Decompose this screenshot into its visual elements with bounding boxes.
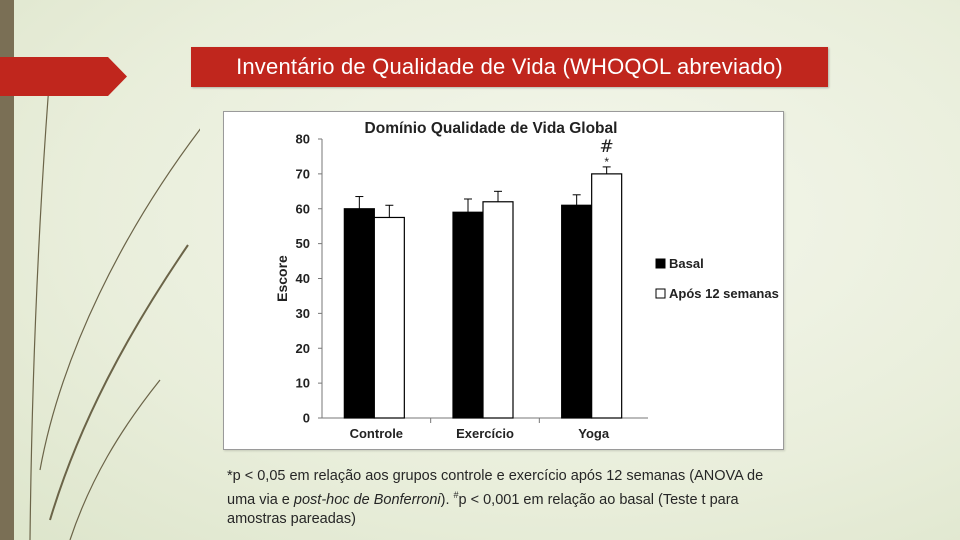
footnote-italic: post-hoc de Bonferroni [293, 491, 441, 508]
legend-label: Após 12 semanas [669, 286, 779, 301]
slide-tab-arrow [0, 57, 130, 97]
legend-label: Basal [669, 256, 704, 271]
y-tick-label: 50 [295, 236, 310, 252]
y-tick-label: 0 [302, 410, 310, 426]
x-tick-label: Controle [349, 426, 404, 441]
chart-title: Domínio Qualidade de Vida Global [364, 120, 618, 137]
significance-hash: # [599, 136, 614, 157]
y-tick-label: 70 [295, 166, 310, 182]
y-axis-label: Escore [274, 255, 290, 302]
x-tick-label: Exercício [456, 426, 514, 441]
bar-apos-12-semanas [483, 202, 513, 418]
bar-apos-12-semanas [374, 217, 404, 418]
x-tick-label: Yoga [578, 426, 610, 441]
chart-panel [223, 111, 784, 450]
bar-apos-12-semanas [592, 174, 622, 418]
bar-chart [224, 112, 783, 449]
significance-asterisk: * [604, 154, 610, 169]
bar-basal [453, 212, 483, 418]
y-tick-label: 10 [295, 375, 310, 391]
footnote [227, 467, 787, 529]
footnote-superscript: # [453, 490, 459, 500]
legend-swatch [656, 289, 665, 298]
y-tick-label: 40 [295, 271, 310, 286]
y-tick-label: 80 [295, 131, 310, 147]
legend-swatch [656, 259, 665, 268]
bar-basal [562, 205, 592, 418]
footnote-text-2: ). [440, 491, 454, 508]
slide-title: Inventário de Qualidade de Vida (WHOQOL abreviado) [191, 47, 828, 87]
footnote-text-1: *p < 0,05 em relação aos grupos controle e exercício após 12 semanas (ANOVA de uma via e [227, 468, 764, 508]
y-tick-label: 60 [295, 201, 310, 217]
footnote-text-3: p < 0,001 em relação ao basal (Teste t para amostras pareadas) [227, 491, 739, 527]
bar-basal [344, 209, 374, 418]
y-tick-label: 20 [295, 340, 310, 356]
y-tick-label: 30 [295, 305, 310, 321]
